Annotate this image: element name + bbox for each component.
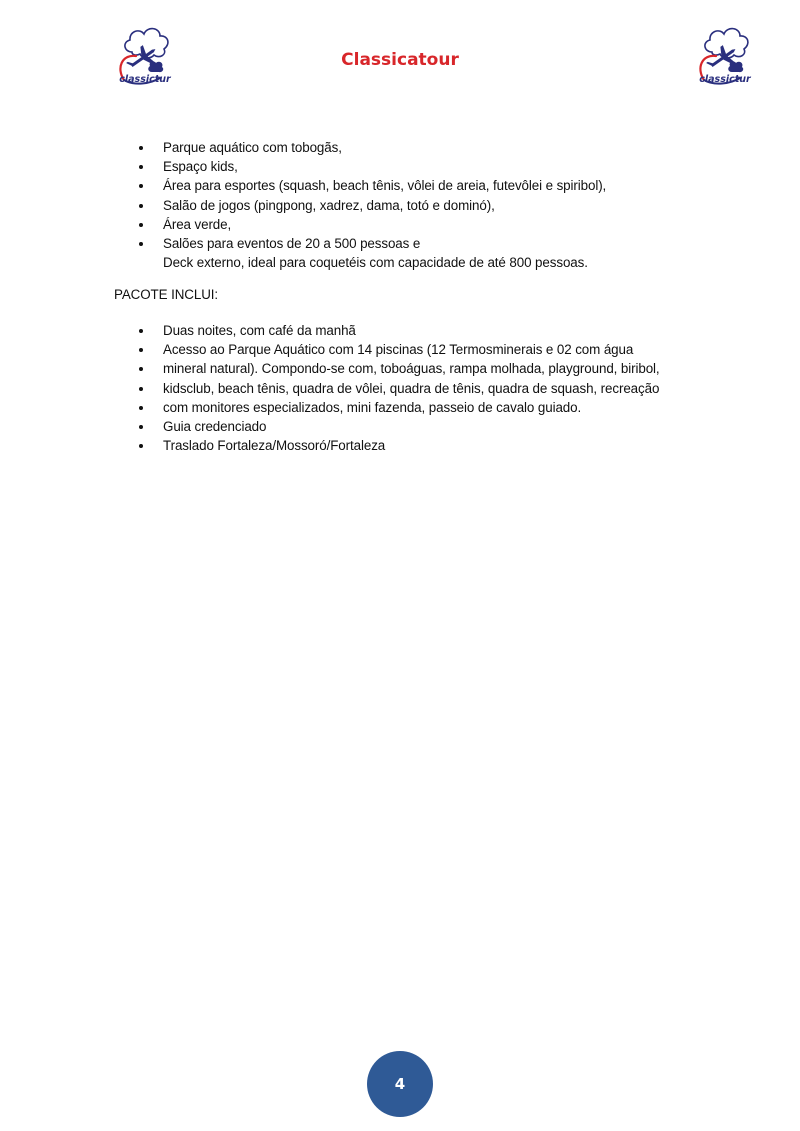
page-number-badge: 4 [367, 1051, 433, 1117]
logo-text-right: classictur [699, 74, 751, 85]
amenities-list [0, 138, 606, 272]
bullet-icon [139, 444, 143, 448]
bullet-icon [139, 242, 143, 246]
bullet-icon [139, 425, 143, 429]
list-item: Espaço kids, [0, 157, 606, 176]
list-item: Área verde, [0, 215, 606, 234]
list-item: com monitores especializados, mini fazenda, passeio de cavalo guiado. [0, 398, 660, 417]
list-item: Área para esportes (squash, beach tênis, vôlei de areia, futevôlei e spiribol), [0, 176, 606, 195]
bullet-icon [139, 146, 143, 150]
list-item: kidsclub, beach tênis, quadra de vôlei, quadra de tênis, quadra de squash, recreação [0, 379, 660, 398]
list-item: Acesso ao Parque Aquático com 14 piscinas (12 Termosminerais e 02 com água [0, 340, 660, 359]
bullet-icon [139, 367, 143, 371]
bullet-icon [139, 406, 143, 410]
list-item: Traslado Fortaleza/Mossoró/Fortaleza [0, 436, 660, 455]
airplane-cloud-logo-icon [692, 22, 756, 92]
bullet-icon [139, 387, 143, 391]
list-continuation: Deck externo, ideal para coquetéis com capacidade de até 800 pessoas. [163, 255, 588, 271]
bullet-icon [139, 184, 143, 188]
list-item: Parque aquático com tobogãs, [0, 138, 606, 157]
list-item: Salão de jogos (pingpong, xadrez, dama, totó e dominó), [0, 196, 606, 215]
bullet-icon [139, 165, 143, 169]
bullet-icon [139, 223, 143, 227]
bullet-icon [139, 348, 143, 352]
page-title: Classicatour [341, 50, 459, 70]
list-item: mineral natural). Compondo-se com, toboáguas, rampa molhada, playground, biribol, [0, 359, 660, 378]
logo-text-left: classictur [119, 74, 171, 85]
list-item: Duas noites, com café da manhã [0, 321, 660, 340]
list-item: Salões para eventos de 20 a 500 pessoas e [0, 234, 606, 253]
bullet-icon [139, 329, 143, 333]
package-heading: PACOTE INCLUI: [114, 287, 219, 302]
package-list [0, 321, 660, 455]
brand-logo-right [692, 22, 756, 92]
bullet-icon [139, 204, 143, 208]
list-item: Guia credenciado [0, 417, 660, 436]
